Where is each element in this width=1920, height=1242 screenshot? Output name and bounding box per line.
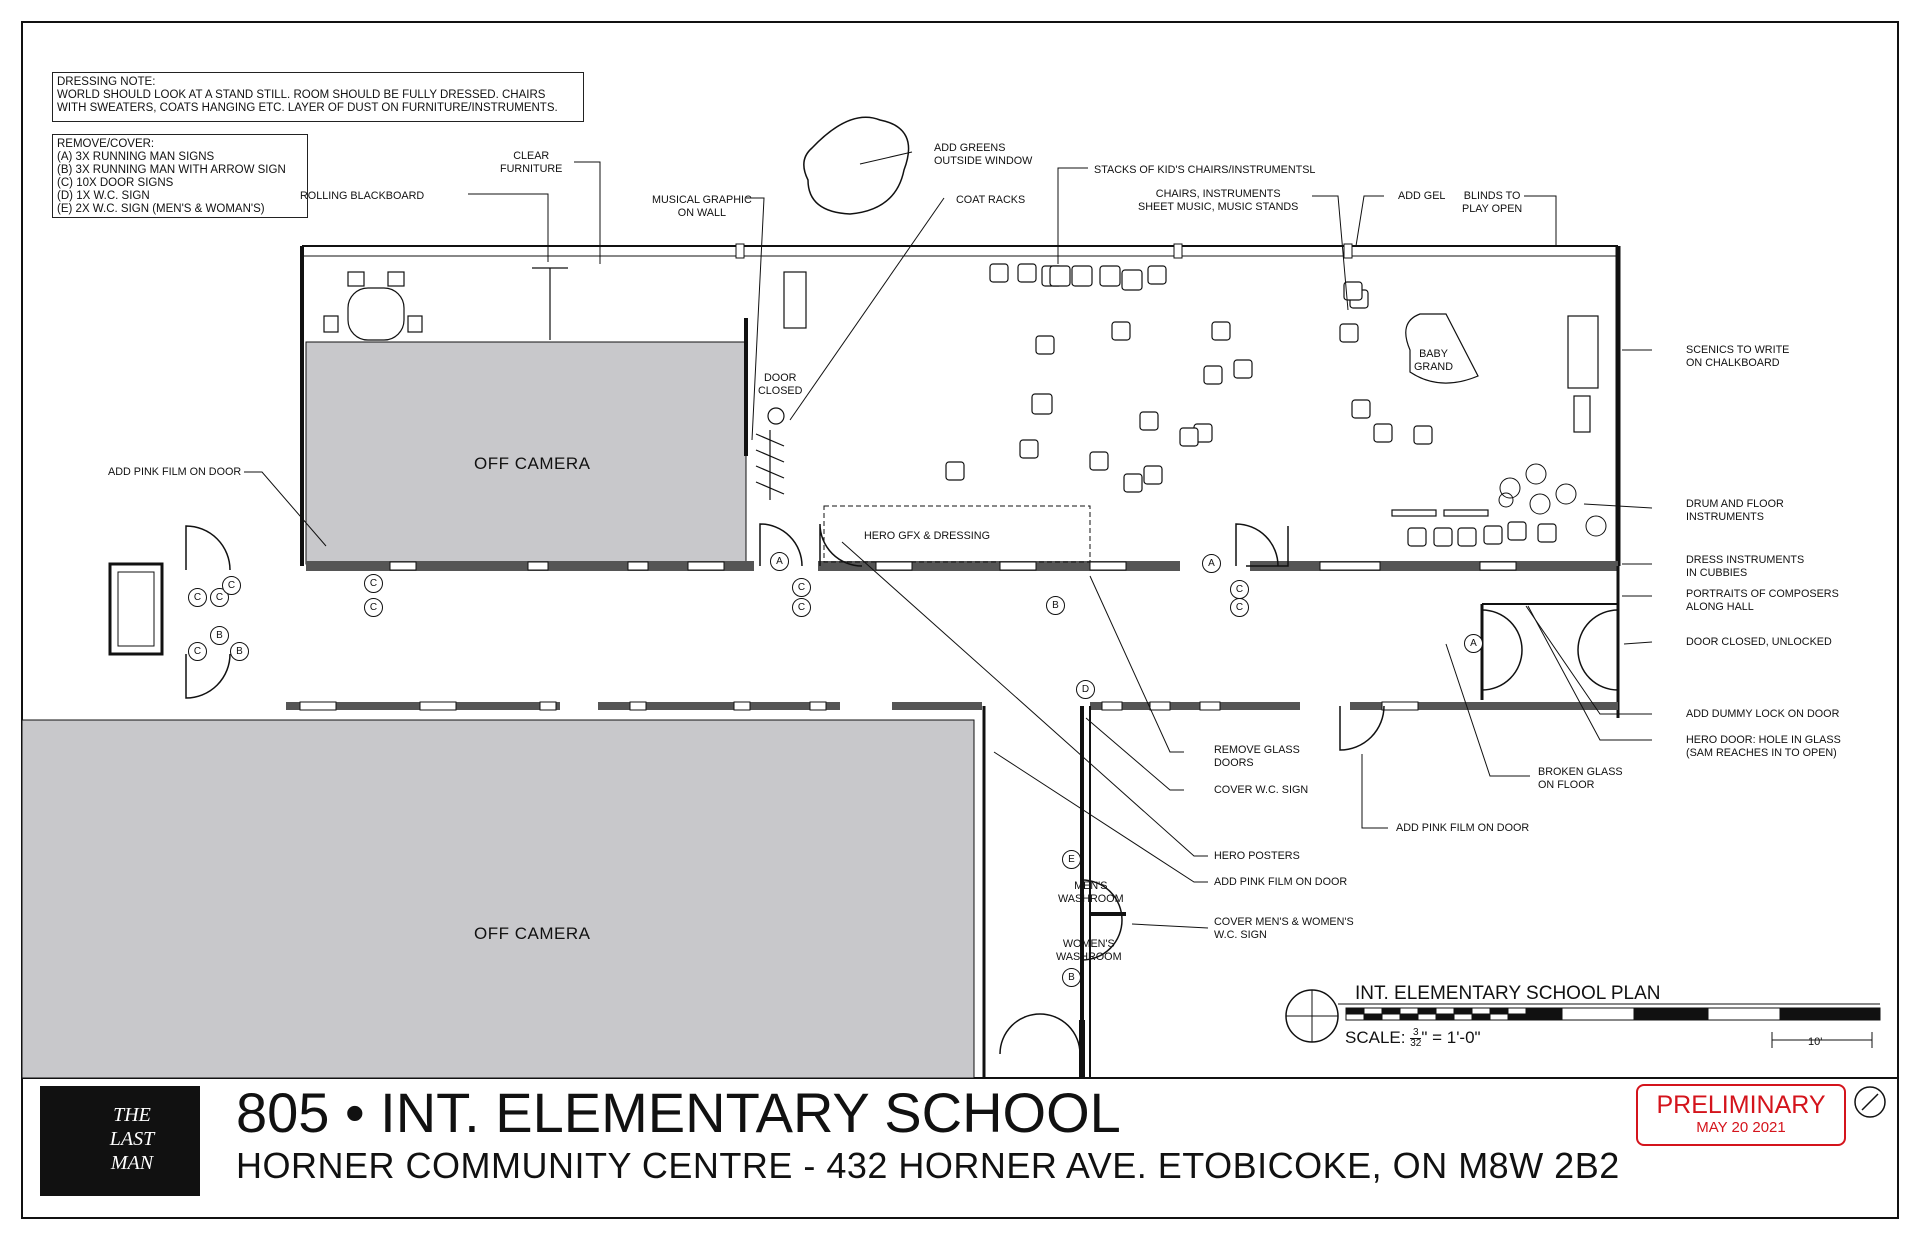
sign-tag: C xyxy=(222,576,241,595)
remove-cover-item: (A) 3X RUNNING MAN SIGNS xyxy=(57,151,215,163)
sign-tag: C xyxy=(792,578,811,597)
location-address: HORNER COMMUNITY CENTRE - 432 HORNER AVE. ETOBICOKE, ON M8W 2B2 xyxy=(236,1145,1620,1186)
remove-cover-item: (D) 1X W.C. SIGN xyxy=(57,190,150,202)
callout-door-closed-unlocked: DOOR CLOSED, UNLOCKED xyxy=(1686,636,1832,648)
sign-tag: B xyxy=(1046,596,1065,615)
north-arrow xyxy=(1855,1087,1885,1117)
callout-musical-graphic: MUSICAL GRAPHIC ON WALL xyxy=(652,194,752,219)
sign-tag: C xyxy=(792,598,811,617)
callout-rolling-blackboard: ROLLING BLACKBOARD xyxy=(300,190,425,202)
off-camera-area-bottom xyxy=(22,720,974,1078)
sign-tag: A xyxy=(1464,634,1483,653)
sign-tag: A xyxy=(1202,554,1221,573)
scale-ten-feet: 10' xyxy=(1808,1036,1823,1048)
sign-tag: C xyxy=(1230,598,1249,617)
callout-chairs-instruments: CHAIRS, INSTRUMENTS SHEET MUSIC, MUSIC STANDS xyxy=(1138,188,1299,213)
scattered-chairs xyxy=(946,282,1432,492)
callout-dress-cubbies: DRESS INSTRUMENTS IN CUBBIES xyxy=(1686,554,1805,579)
callout-coat-racks: COAT RACKS xyxy=(956,194,1026,206)
sign-tag: C xyxy=(364,574,383,593)
callout-door-closed: DOOR CLOSED xyxy=(758,372,803,397)
callout-add-pink-film-mid: ADD PINK FILM ON DOOR xyxy=(1214,876,1348,888)
sign-tag: C xyxy=(364,598,383,617)
remove-cover-title: REMOVE/COVER: xyxy=(57,138,155,150)
sign-tag: E xyxy=(1062,850,1081,869)
dressing-note-title: DRESSING NOTE: xyxy=(57,76,156,88)
callout-cover-wc-sign: COVER W.C. SIGN xyxy=(1214,784,1309,796)
remove-cover-item: (C) 10X DOOR SIGNS xyxy=(57,177,174,189)
callout-add-dummy-lock: ADD DUMMY LOCK ON DOOR xyxy=(1686,708,1840,720)
callout-broken-glass: BROKEN GLASS ON FLOOR xyxy=(1538,766,1623,791)
callout-hero-door: HERO DOOR: HOLE IN GLASS (SAM REACHES IN TO OPEN) xyxy=(1686,734,1841,759)
callout-remove-glass-doors: REMOVE GLASS DOORS xyxy=(1214,744,1300,769)
plan-title: INT. ELEMENTARY SCHOOL PLAN xyxy=(1355,983,1661,1004)
sign-tag: A xyxy=(770,552,789,571)
callout-hero-gfx: HERO GFX & DRESSING xyxy=(864,530,990,542)
callout-blinds: BLINDS TO PLAY OPEN xyxy=(1462,190,1523,215)
callout-scenics: SCENICS TO WRITE ON CHALKBOARD xyxy=(1686,344,1790,369)
dressing-note-box xyxy=(52,72,584,122)
sign-tag: D xyxy=(1076,680,1095,699)
off-camera-area-top xyxy=(306,342,746,564)
callout-stacks-chairs: STACKS OF KID'S CHAIRS/INSTRUMENTSL xyxy=(1094,164,1316,176)
sign-tag: B xyxy=(210,626,229,645)
callout-hero-posters: HERO POSTERS xyxy=(1214,850,1300,862)
callout-baby-grand: BABY GRAND xyxy=(1414,348,1453,373)
callout-mens-washroom: MEN'S WASHROOM xyxy=(1058,880,1124,905)
scale-numerator: 3 xyxy=(1410,1028,1421,1039)
callout-portraits: PORTRAITS OF COMPOSERS ALONG HALL xyxy=(1686,588,1839,613)
callout-drum-floor: DRUM AND FLOOR INSTRUMENTS xyxy=(1686,498,1784,523)
remove-cover-item: (E) 2X W.C. SIGN (MEN'S & WOMAN'S) xyxy=(57,203,265,215)
callout-add-greens: ADD GREENS OUTSIDE WINDOW xyxy=(934,142,1033,167)
callout-cover-mens-womens: COVER MEN'S & WOMEN'S W.C. SIGN xyxy=(1214,916,1354,941)
scale-denominator: 32 xyxy=(1410,1038,1422,1050)
room-label-off-camera-top: OFF CAMERA xyxy=(474,454,591,473)
sign-tag: C xyxy=(188,588,207,607)
sign-tag: C xyxy=(1230,580,1249,599)
show-logo-text: THE LAST MAN xyxy=(109,1104,155,1174)
preliminary-stamp xyxy=(1636,1084,1846,1146)
wall-windows xyxy=(300,562,1516,710)
callout-add-gel: ADD GEL xyxy=(1398,190,1446,202)
conference-table xyxy=(324,268,568,340)
sign-tag: B xyxy=(1062,968,1081,987)
dressing-note-line-1: WORLD SHOULD LOOK AT A STAND STILL. ROOM SHOULD BE FULLY DRESSED. CHAIRS xyxy=(57,89,546,101)
fixtures xyxy=(756,272,1598,500)
chair-stacks xyxy=(990,264,1166,290)
dressing-note-line-2: WITH SWEATERS, COATS HANGING ETC. LAYER OF DUST ON FURNITURE/INSTRUMENTS. xyxy=(57,102,558,114)
remove-cover-box xyxy=(52,134,308,218)
remove-cover-item: (B) 3X RUNNING MAN WITH ARROW SIGN xyxy=(57,164,286,176)
callout-womens-washroom: WOMEN'S WASHROOM xyxy=(1056,938,1122,963)
callout-add-pink-film-right: ADD PINK FILM ON DOOR xyxy=(1396,822,1530,834)
room-label-off-camera-bottom: OFF CAMERA xyxy=(474,924,591,943)
stamp-date: MAY 20 2021 xyxy=(1696,1119,1786,1136)
sign-tag: B xyxy=(230,642,249,661)
tree-greens xyxy=(804,117,909,214)
sign-tag: C xyxy=(210,588,229,607)
scene-title: 805 • INT. ELEMENTARY SCHOOL xyxy=(236,1081,1121,1144)
stamp-status: PRELIMINARY xyxy=(1656,1091,1826,1119)
callout-add-pink-film-left: ADD PINK FILM ON DOOR xyxy=(108,466,242,478)
cubby-chairs xyxy=(1392,510,1556,546)
plan-scale: SCALE: $\frac{3}{32}$ " = 1'-0" xyxy=(1345,1027,1481,1050)
sign-tag: C xyxy=(188,642,207,661)
callout-clear-furniture: CLEAR FURNITURE xyxy=(500,150,563,175)
